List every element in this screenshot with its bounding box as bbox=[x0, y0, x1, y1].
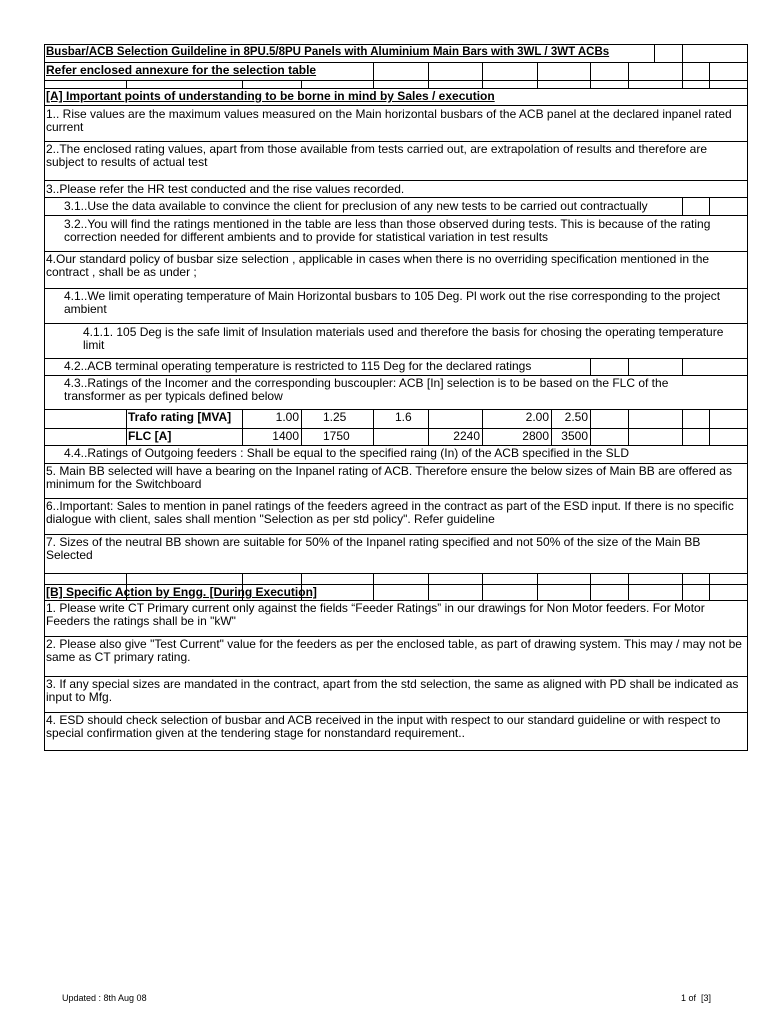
document-title: Busbar/ACB Selection Guildeline in 8PU.5/8PU Panels with Aluminium Main Bars with 3WL / 3WT ACBs bbox=[46, 46, 610, 58]
guideline-sheet bbox=[44, 44, 748, 750]
action-1: 1. Please write CT Primary current only against the fields “Feeder Ratings” in our drawings for Non Motor feeders. For Motor Feeders the ratings shall be in "kW" bbox=[46, 601, 705, 628]
point-7: 7. Sizes of the neutral BB shown are suitable for 50% of the Inpanel rating specified and not 50% of the size of the Main BB Selected bbox=[46, 535, 701, 562]
action-2: 2. Please also give "Test Current" value for the feeders as per the enclosed table, as part of drawing system. This may / may not be same as CT primary rating. bbox=[46, 637, 742, 664]
footer-page-prefix: 1 of bbox=[681, 993, 697, 1003]
point-4-3: 4.3..Ratings of the Incomer and the corresponding buscoupler: ACB [In] selection is to be based on the FLC of the transformer as per typicals defined below bbox=[64, 376, 669, 403]
flc-1: 1400 bbox=[272, 429, 299, 443]
flc-4: 2800 bbox=[522, 429, 549, 443]
trafo-rating-3: 1.6 bbox=[395, 410, 412, 424]
point-4-4: 4.4..Ratings of Outgoing feeders : Shall be equal to the specified raing (In) of the ACB specified in the SLD bbox=[64, 446, 630, 460]
action-3: 3. If any special sizes are mandated in the contract, apart from the std selection, the same as aligned with PD shall be indicated as input to Mfg. bbox=[46, 677, 739, 704]
point-2: 2..The enclosed rating values, apart from those available from tests carried out, are extrapolation of results and therefore are subject to results of actual test bbox=[46, 142, 708, 169]
document-subtitle: Refer enclosed annexure for the selection table bbox=[46, 63, 317, 77]
point-4-1: 4.1..We limit operating temperature of Main Horizontal busbars to 105 Deg. Pl work out the rise corresponding to the project ambient bbox=[64, 289, 721, 316]
flc-5: 3500 bbox=[561, 429, 588, 443]
point-6: 6..Important: Sales to mention in panel ratings of the feeders agreed in the contract as part of the ESD input. If there is no specific dialogue with client, sales shall mention "Selection as per std policy". Refer guideline bbox=[46, 499, 734, 526]
point-5: 5. Main BB selected will have a bearing on the Inpanel rating of ACB. Therefore ensure the below sizes of Main BB are offered as minimum for the Switchboard bbox=[46, 464, 732, 491]
section-a-heading: [A] Important points of understanding to be borne in mind by Sales / execution bbox=[46, 89, 495, 103]
trafo-rating-4: 2.00 bbox=[525, 410, 549, 424]
section-b-heading: [B] Specific Action by Engg. [During Execution] bbox=[46, 585, 317, 599]
point-1: 1.. Rise values are the maximum values measured on the Main horizontal busbars of the ACB panel at the declared inpanel rated current bbox=[46, 107, 732, 134]
footer-updated: Updated : 8th Aug 08 bbox=[62, 993, 147, 1003]
footer-page bbox=[681, 993, 711, 1003]
point-3: 3..Please refer the HR test conducted and the rise values recorded. bbox=[46, 182, 405, 196]
footer-page-total: [3] bbox=[701, 993, 712, 1003]
point-4-1-1: 4.1.1. 105 Deg is the safe limit of Insulation materials used and therefore the basis for chosing the operating temperature limit bbox=[83, 325, 724, 352]
flc-2: 1750 bbox=[323, 429, 350, 443]
flc-label: FLC [A] bbox=[128, 429, 172, 443]
trafo-rating-label: Trafo rating [MVA] bbox=[128, 410, 232, 424]
point-3-2: 3.2..You will find the ratings mentioned in the table are less than those observed during tests. This is because of the rating correction needed for different ambients and to provide for statistical variation in test results bbox=[64, 217, 711, 244]
flc-3: 2240 bbox=[453, 429, 480, 443]
point-3-1: 3.1..Use the data available to convince the client for preclusion of any new tests to be carried out contractually bbox=[64, 199, 648, 213]
trafo-rating-1: 1.00 bbox=[275, 410, 299, 424]
point-4-2: 4.2..ACB terminal operating temperature is restricted to 115 Deg for the declared ratings bbox=[64, 359, 532, 373]
trafo-rating-2: 1.25 bbox=[323, 410, 347, 424]
trafo-rating-5: 2.50 bbox=[564, 410, 588, 424]
action-4: 4. ESD should check selection of busbar and ACB received in the input with respect to our standard guideline or with respect to special confirmation given at the tendering stage for nonstandard requirement.. bbox=[46, 713, 721, 740]
point-4: 4.Our standard policy of busbar size selection , applicable in cases when there is no overriding specification mentioned in the contract , shall be as under ; bbox=[46, 252, 710, 279]
